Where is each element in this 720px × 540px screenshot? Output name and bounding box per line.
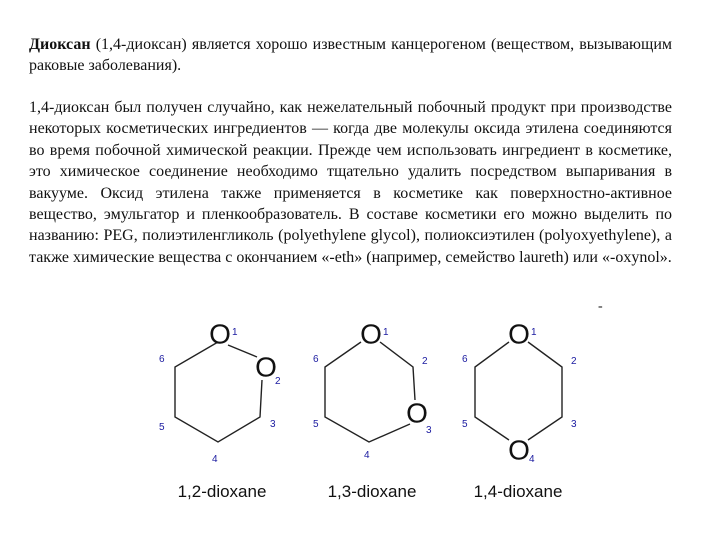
atom-number: 4 — [364, 450, 370, 461]
molecule-1-4-dioxane — [462, 319, 577, 502]
dioxane-term: Диоксан — [29, 36, 91, 53]
oxygen-atom-1: O — [508, 318, 530, 350]
oxygen-atom-1: O — [209, 318, 231, 350]
isomer-caption: 1,2-dioxane — [177, 482, 267, 501]
atom-number: 4 — [529, 454, 535, 465]
molecule-1-3-dioxane — [313, 319, 432, 502]
atom-number: 3 — [426, 425, 432, 436]
atom-number: 1 — [531, 327, 537, 338]
atom-number: 4 — [212, 454, 218, 465]
atom-number: 2 — [422, 356, 428, 367]
oxygen-atom-1: O — [360, 318, 382, 350]
atom-number: 6 — [313, 354, 319, 365]
stray-dash: - — [598, 299, 603, 314]
atom-number: 2 — [275, 376, 281, 387]
atom-number: 1 — [232, 327, 238, 338]
body-paragraph: 1,4-диоксан был получен случайно, как нежелательный побочный продукт при производстве некоторых косметических ингредиентов — когда две молекулы оксида этилена соединяются во время побочной химической реакции. Прежде чем использовать ингредиент в косметике, это химическое соединение необходимо тщательно удалить посредством выпаривания в вакууме. Оксид этилена также применяется в косметике как поверхностно-активное вещество, эмульгатор и пленкообразователь. В составе косметики его можно выделить по названию: PEG, полиэтиленгликоль (polyethylene glycol), полиоксиэтилен (polyoxyethylene), а также химические вещества с окончанием «-eth» (например, семейство laureth) или «-oxynol». — [29, 99, 672, 266]
isomer-caption: 1,3-dioxane — [327, 482, 417, 501]
isomer-caption: 1,4-dioxane — [473, 482, 563, 501]
atom-number: 2 — [571, 356, 577, 367]
atom-number: 3 — [571, 419, 577, 430]
atom-number: 1 — [383, 327, 389, 338]
atom-number: 6 — [159, 354, 165, 365]
atom-number: 5 — [313, 419, 319, 430]
molecule-1-2-dioxane — [159, 319, 281, 502]
oxygen-atom-2: O — [255, 351, 277, 383]
atom-number: 3 — [270, 419, 276, 430]
intro-text: (1,4-диоксан) является хорошо известным канцерогеном (веществом, вызывающим раковые заболевания). — [29, 36, 672, 75]
oxygen-atom-2: O — [508, 434, 530, 466]
atom-number: 5 — [159, 422, 165, 433]
atom-number: 5 — [462, 419, 468, 430]
atom-number: 6 — [462, 354, 468, 365]
oxygen-atom-2: O — [406, 397, 428, 429]
